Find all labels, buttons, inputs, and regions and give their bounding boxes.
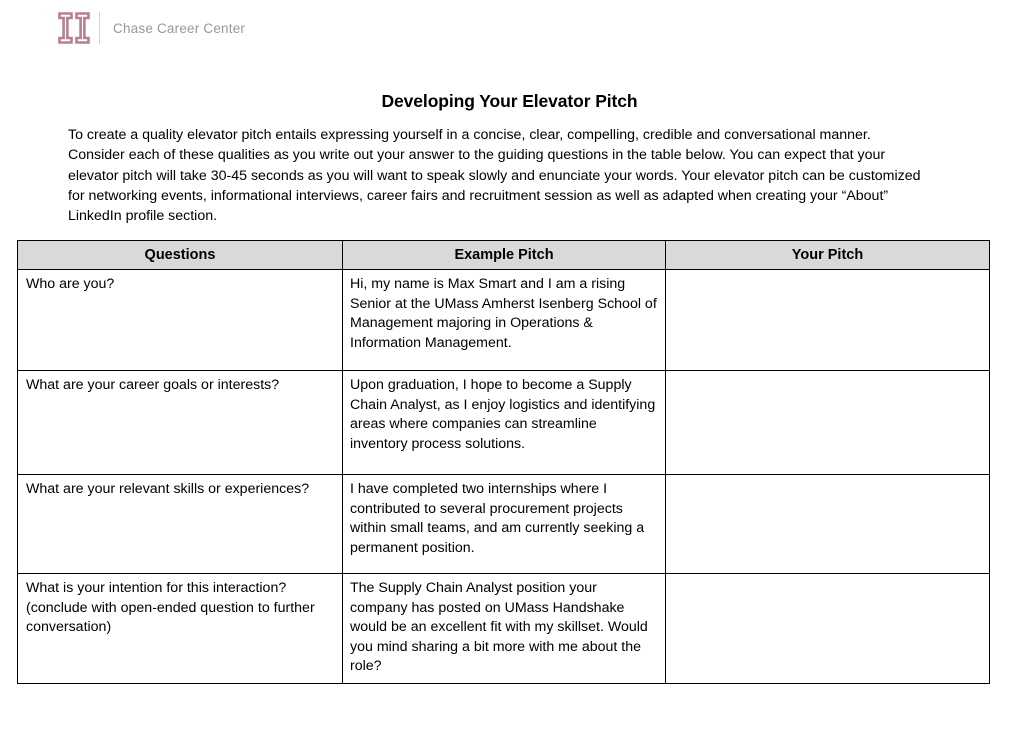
elevator-pitch-table bbox=[17, 240, 990, 684]
your-pitch-cell[interactable] bbox=[666, 371, 990, 475]
example-pitch-cell bbox=[343, 371, 666, 475]
question-cell bbox=[18, 574, 343, 684]
your-pitch-text[interactable] bbox=[666, 475, 989, 487]
table-row bbox=[18, 270, 990, 371]
your-pitch-cell[interactable] bbox=[666, 574, 990, 684]
example-pitch-cell bbox=[343, 270, 666, 371]
question-cell bbox=[18, 475, 343, 574]
table-row bbox=[18, 475, 990, 574]
example-pitch-cell bbox=[343, 574, 666, 684]
example-pitch-text: I have completed two internships where I contributed to several procurement projects within small teams, and am currently seeking a permanent position. bbox=[350, 481, 645, 556]
question-text: What is your intention for this interaction? (conclude with open-ended question to further conversation) bbox=[26, 580, 315, 635]
table-row bbox=[18, 574, 990, 684]
your-pitch-cell[interactable] bbox=[666, 475, 990, 574]
question-text: Who are you? bbox=[26, 276, 115, 292]
org-name: Chase Career Center bbox=[113, 20, 246, 36]
intro-paragraph: To create a quality elevator pitch entails expressing yourself in a concise, clear, compelling, credible and conversational manner. Consider each of these qualities as you write out your answer to the guiding questions in the table below. You can expect that your elevator pitch will take 30-45 seconds as you will want to speak slowly and enunciate your words. Your elevator pitch can be customized for networking events, informational interviews, career fairs and recruitment session as well as adapted when creating your “About” LinkedIn profile section. bbox=[68, 127, 921, 225]
question-cell bbox=[18, 270, 343, 371]
your-pitch-text[interactable] bbox=[666, 574, 989, 586]
question-text: What are your career goals or interests? bbox=[26, 377, 280, 393]
letterhead bbox=[57, 10, 245, 46]
question-cell bbox=[18, 371, 343, 475]
table-header-row bbox=[18, 241, 990, 270]
table-row bbox=[18, 371, 990, 475]
example-pitch-text: Upon graduation, I hope to become a Supply Chain Analyst, as I enjoy logistics and identifying areas where companies can streamline inventory process solutions. bbox=[350, 377, 656, 452]
example-pitch-text: The Supply Chain Analyst position your company has posted on UMass Handshake would be an excellent fit with my skillset. Would you mind sharing a bit more with me about the role? bbox=[350, 580, 648, 674]
column-header-questions: Questions bbox=[18, 241, 343, 270]
your-pitch-cell[interactable] bbox=[666, 270, 990, 371]
letterhead-divider bbox=[99, 12, 100, 44]
your-pitch-text[interactable] bbox=[666, 371, 989, 383]
example-pitch-cell bbox=[343, 475, 666, 574]
column-header-example-pitch: Example Pitch bbox=[343, 241, 666, 270]
example-pitch-text: Hi, my name is Max Smart and I am a rising Senior at the UMass Amherst Isenberg School of Management majoring in Operations & Information Management. bbox=[350, 276, 657, 351]
your-pitch-text[interactable] bbox=[666, 270, 989, 282]
question-text: What are your relevant skills or experiences? bbox=[26, 481, 310, 497]
page-title: Developing Your Elevator Pitch bbox=[381, 91, 638, 111]
column-header-your-pitch: Your Pitch bbox=[666, 241, 990, 270]
isenberg-double-column-logo bbox=[57, 11, 91, 45]
